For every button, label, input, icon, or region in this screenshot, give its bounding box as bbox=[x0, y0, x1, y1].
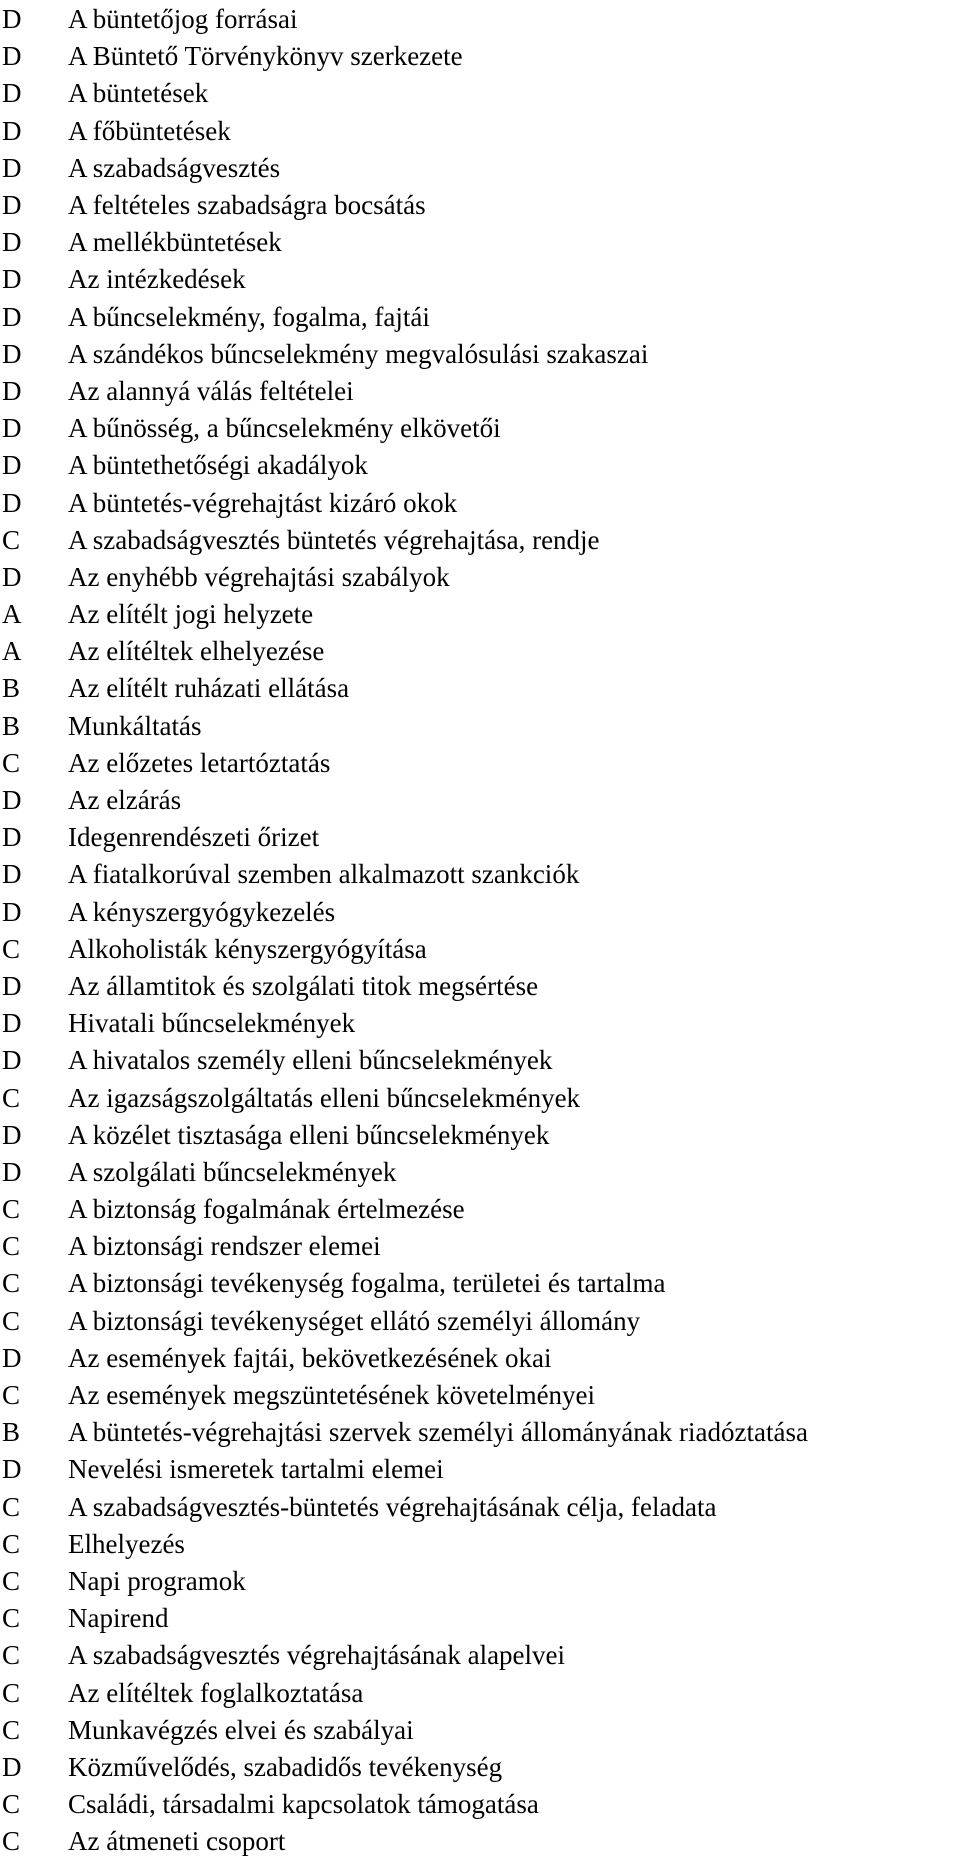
level-code: D bbox=[2, 1119, 22, 1150]
topic-title: A bűnösség, a bűncselekmény elkövetői bbox=[68, 413, 501, 444]
list-item bbox=[0, 1005, 960, 1042]
topic-title: A szabadságvesztés bbox=[68, 152, 281, 183]
level-code: D bbox=[2, 1342, 22, 1373]
level-code: B bbox=[2, 1417, 21, 1448]
topic-title: A hivatalos személy elleni bűncselekmények bbox=[68, 1045, 553, 1076]
level-code: D bbox=[2, 413, 22, 444]
list-item bbox=[0, 447, 960, 484]
list-item bbox=[0, 1786, 960, 1823]
list-item bbox=[0, 224, 960, 261]
topic-title: Idegenrendészeti őrizet bbox=[68, 822, 320, 853]
list-item bbox=[0, 745, 960, 782]
topic-title: A büntetés-végrehajtási szervek személyi állományának riadóztatása bbox=[68, 1417, 808, 1448]
list-item bbox=[0, 1712, 960, 1749]
topic-title: Az elítéltek foglalkoztatása bbox=[68, 1677, 364, 1708]
level-code: C bbox=[2, 1231, 21, 1262]
topic-title: A biztonság fogalmának értelmezése bbox=[68, 1194, 465, 1225]
level-code: C bbox=[2, 1268, 21, 1299]
level-code: B bbox=[2, 710, 21, 741]
level-code: C bbox=[2, 1194, 21, 1225]
list-item bbox=[0, 1451, 960, 1488]
level-code: C bbox=[2, 1305, 21, 1336]
level-code: D bbox=[2, 41, 22, 72]
level-code: B bbox=[2, 673, 21, 704]
level-code: D bbox=[2, 487, 22, 518]
topic-title: A büntetőjog forrásai bbox=[68, 4, 298, 35]
list-item bbox=[0, 522, 960, 559]
level-code: C bbox=[2, 1714, 21, 1745]
level-code: C bbox=[2, 1826, 21, 1857]
list-item bbox=[0, 113, 960, 150]
list-item bbox=[0, 670, 960, 707]
topic-title: A mellékbüntetések bbox=[68, 227, 282, 258]
topic-title: Az igazságszolgáltatás elleni bűncselekmények bbox=[68, 1082, 581, 1113]
topic-title: A kényszergyógykezelés bbox=[68, 896, 336, 927]
topic-title: Az elítélt ruházati ellátása bbox=[68, 673, 350, 704]
list-item bbox=[0, 336, 960, 373]
level-code: C bbox=[2, 747, 21, 778]
level-code: C bbox=[2, 524, 21, 555]
level-code: D bbox=[2, 896, 22, 927]
level-code: D bbox=[2, 1045, 22, 1076]
topic-title: Az intézkedések bbox=[68, 264, 246, 295]
topic-title: A fiatalkorúval szemben alkalmazott szankciók bbox=[68, 859, 580, 890]
list-item bbox=[0, 819, 960, 856]
list-item bbox=[0, 633, 960, 670]
topic-title: A szándékos bűncselekmény megvalósulási szakaszai bbox=[68, 338, 649, 369]
topic-title: A szabadságvesztés-büntetés végrehajtásának célja, feladata bbox=[68, 1491, 717, 1522]
level-code: C bbox=[2, 933, 21, 964]
topic-title: Az átmeneti csoport bbox=[68, 1826, 286, 1857]
topic-title: Az események megszüntetésének követelményei bbox=[68, 1380, 596, 1411]
topic-title: Az elítéltek elhelyezése bbox=[68, 636, 325, 667]
topic-title: Közművelődés, szabadidős tevékenység bbox=[68, 1751, 503, 1782]
topic-title: Napirend bbox=[68, 1603, 169, 1634]
level-code: D bbox=[2, 78, 22, 109]
list-item bbox=[0, 559, 960, 596]
topic-title: Nevelési ismeretek tartalmi elemei bbox=[68, 1454, 444, 1485]
topic-title: A biztonsági tevékenységet ellátó személyi állomány bbox=[68, 1305, 641, 1336]
level-code: C bbox=[2, 1491, 21, 1522]
topic-title: Az államtitok és szolgálati titok megsértése bbox=[68, 970, 539, 1001]
level-code: D bbox=[2, 264, 22, 295]
level-code: D bbox=[2, 970, 22, 1001]
list-item bbox=[0, 968, 960, 1005]
topic-title: Az enyhébb végrehajtási szabályok bbox=[68, 561, 450, 592]
level-code: C bbox=[2, 1677, 21, 1708]
level-code: D bbox=[2, 1008, 22, 1039]
topic-title: A büntethetőségi akadályok bbox=[68, 450, 368, 481]
list-item bbox=[0, 1414, 960, 1451]
list-item bbox=[0, 708, 960, 745]
topic-title: Az előzetes letartóztatás bbox=[68, 747, 331, 778]
list-item bbox=[0, 1637, 960, 1674]
level-code: D bbox=[2, 1751, 22, 1782]
list-item bbox=[0, 782, 960, 819]
list-item bbox=[0, 261, 960, 298]
level-code: C bbox=[2, 1603, 21, 1634]
list-item bbox=[0, 931, 960, 968]
level-code: D bbox=[2, 450, 22, 481]
list-item bbox=[0, 1377, 960, 1414]
level-code: C bbox=[2, 1789, 21, 1820]
list-item bbox=[0, 894, 960, 931]
list-item bbox=[0, 1563, 960, 1600]
list-item bbox=[0, 1191, 960, 1228]
level-code: D bbox=[2, 561, 22, 592]
list-item bbox=[0, 299, 960, 336]
level-code: C bbox=[2, 1380, 21, 1411]
topic-title: Az elítélt jogi helyzete bbox=[68, 599, 314, 630]
level-code: D bbox=[2, 4, 22, 35]
topic-title: Elhelyezés bbox=[68, 1528, 185, 1559]
list-item bbox=[0, 1749, 960, 1786]
level-code: C bbox=[2, 1082, 21, 1113]
list-item bbox=[0, 150, 960, 187]
level-code: D bbox=[2, 785, 22, 816]
list-item bbox=[0, 1674, 960, 1711]
topic-title: A közélet tisztasága elleni bűncselekmények bbox=[68, 1119, 550, 1150]
list-item bbox=[0, 484, 960, 521]
level-code: D bbox=[2, 152, 22, 183]
topic-title: Alkoholisták kényszergyógyítása bbox=[68, 933, 427, 964]
level-code: D bbox=[2, 1156, 22, 1187]
topic-title: Munkavégzés elvei és szabályai bbox=[68, 1714, 414, 1745]
topic-title: Napi programok bbox=[68, 1565, 246, 1596]
topic-title: A büntetés-végrehajtást kizáró okok bbox=[68, 487, 458, 518]
level-code: C bbox=[2, 1528, 21, 1559]
list-item bbox=[0, 1340, 960, 1377]
list-item bbox=[0, 856, 960, 893]
topic-title: Az elzárás bbox=[68, 785, 182, 816]
topic-title: A szolgálati bűncselekmények bbox=[68, 1156, 397, 1187]
topic-title: A feltételes szabadságra bocsátás bbox=[68, 190, 426, 221]
topic-title: Hivatali bűncselekmények bbox=[68, 1008, 356, 1039]
level-code: D bbox=[2, 1454, 22, 1485]
level-code: A bbox=[2, 636, 22, 667]
topic-title: A bűncselekmény, fogalma, fajtái bbox=[68, 301, 430, 332]
list-item bbox=[0, 1154, 960, 1191]
topic-title: A biztonsági tevékenység fogalma, területei és tartalma bbox=[68, 1268, 666, 1299]
topic-title: Családi, társadalmi kapcsolatok támogatása bbox=[68, 1789, 539, 1820]
list-item bbox=[0, 1228, 960, 1265]
level-code: C bbox=[2, 1640, 21, 1671]
topic-title: A biztonsági rendszer elemei bbox=[68, 1231, 381, 1262]
topic-title: Munkáltatás bbox=[68, 710, 202, 741]
level-code: D bbox=[2, 338, 22, 369]
level-code: D bbox=[2, 190, 22, 221]
level-code: D bbox=[2, 375, 22, 406]
level-code: D bbox=[2, 859, 22, 890]
topic-title: Az események fajtái, bekövetkezésének okai bbox=[68, 1342, 552, 1373]
topic-title: Az alannyá válás feltételei bbox=[68, 375, 354, 406]
level-code: D bbox=[2, 822, 22, 853]
list-item bbox=[0, 1489, 960, 1526]
topic-title: A szabadságvesztés végrehajtásának alapelvei bbox=[68, 1640, 566, 1671]
topic-title: A főbüntetések bbox=[68, 115, 231, 146]
topic-title: A büntetések bbox=[68, 78, 209, 109]
list-item bbox=[0, 373, 960, 410]
list-item bbox=[0, 1, 960, 38]
list-item bbox=[0, 1117, 960, 1154]
list-item bbox=[0, 1600, 960, 1637]
list-item bbox=[0, 75, 960, 112]
level-code: D bbox=[2, 301, 22, 332]
level-code: A bbox=[2, 599, 22, 630]
list-item bbox=[0, 596, 960, 633]
list-item bbox=[0, 410, 960, 447]
level-code: C bbox=[2, 1565, 21, 1596]
list-item bbox=[0, 187, 960, 224]
topic-title: A Büntető Törvénykönyv szerkezete bbox=[68, 41, 463, 72]
list-item bbox=[0, 1526, 960, 1563]
list-item bbox=[0, 1042, 960, 1079]
level-code: D bbox=[2, 227, 22, 258]
list-item bbox=[0, 1823, 960, 1860]
list-item bbox=[0, 38, 960, 75]
list-item bbox=[0, 1265, 960, 1302]
list-item bbox=[0, 1079, 960, 1116]
level-code: D bbox=[2, 115, 22, 146]
topic-title: A szabadságvesztés büntetés végrehajtása, rendje bbox=[68, 524, 600, 555]
list-item bbox=[0, 1303, 960, 1340]
